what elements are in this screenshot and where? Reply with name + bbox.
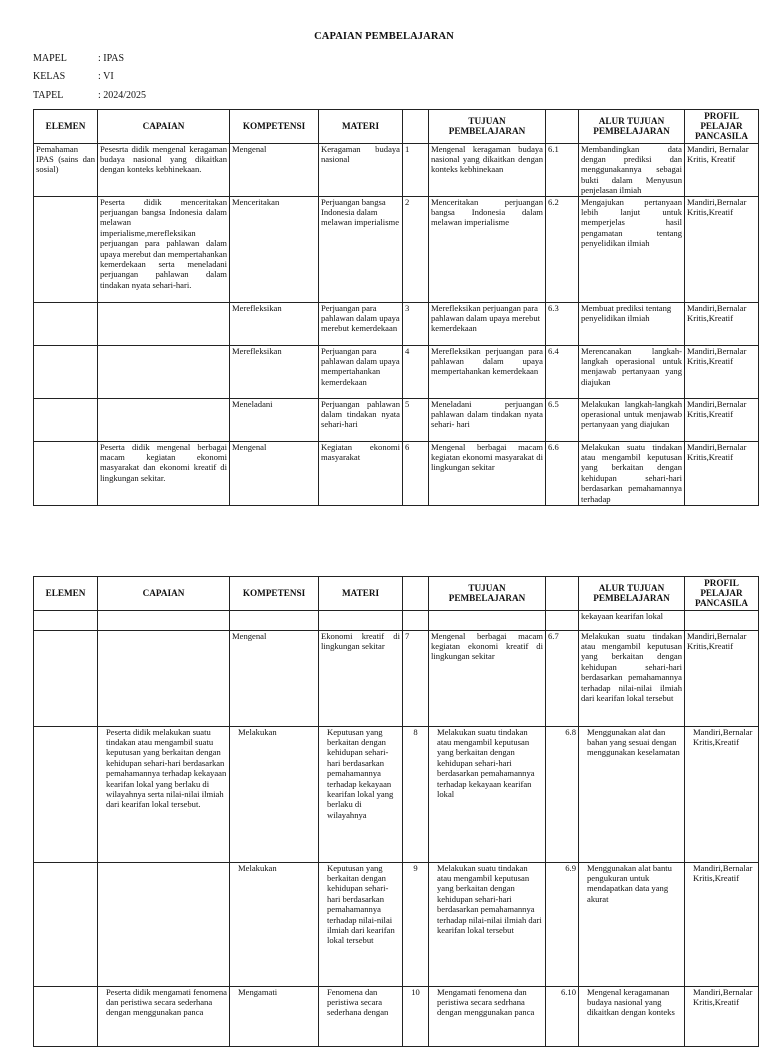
cell-tujuan: Merefleksikan perjuangan para pahlawan dalam upaya merebut kemerdekaan (429, 302, 546, 345)
cell-profil: Mandiri,Bernalar Kritis,Kreatif (685, 986, 759, 1046)
cell-profil: Mandiri,Bernalar Kritis,Kreatif (685, 862, 759, 986)
meta-mapel (33, 53, 124, 64)
cp-table-page1 (33, 109, 759, 506)
cell-kompetensi: Melakukan (230, 862, 319, 986)
cell-materi: Perjuangan para pahlawan dalam upaya merebut kemerdekaan (319, 302, 403, 345)
cell-materi: Perjuangan pahlawan dalam tindakan nyata sehari-hari (319, 398, 403, 441)
header-materi: MATERI (319, 110, 403, 144)
cell-no: 1 (403, 143, 429, 196)
table-row (34, 398, 759, 441)
table-row (34, 302, 759, 345)
meta-label: MAPEL (33, 53, 67, 64)
cell-capaian: Peserta didik melakukan suatu tindakan atau mengambil suatu keputusan yang berkaitan dengan kehidupan sehari-hari berdasarkan pemahamannya terhadap kekayaan kearifan lokal yang berlaku di wilayahnya serta nilai-nilai ilmiah dari kearifan lokal tersebut. (98, 726, 230, 862)
header-profil: PROFIL PELAJAR PANCASILA (685, 577, 759, 611)
header-tujuan: TUJUAN PEMBELAJARAN (429, 577, 546, 611)
cell-kompetensi: Mengamati (230, 986, 319, 1046)
cell-kompetensi: Melakukan (230, 726, 319, 862)
cell-capaian (98, 630, 230, 726)
cell-alur: Mengenal keragamanan budaya nasional yang dikaitkan dengan konteks (579, 986, 685, 1046)
cell-no: 7 (403, 630, 429, 726)
cell-profil: Mandiri,Bernalar Kritis,Kreatif (685, 196, 759, 302)
header-profil: PROFIL PELAJAR PANCASILA (685, 110, 759, 144)
table-row (34, 345, 759, 398)
cell-alur: Membuat prediksi tentang penyelidikan ilmiah (579, 302, 685, 345)
cell-alur-no: 6.3 (546, 302, 579, 345)
cell-alur: Menggunakan alat dan bahan yang sesuai dengan menggunakan keselamatan (579, 726, 685, 862)
cell-kompetensi: Meneladani (230, 398, 319, 441)
cell-alur: Melakukan suatu tindakan atau mengambil keputusan yang berkaitan dengan kehidupan sehari-hari berdasarkan pemahamannya terhadap nilai-nilai ilmiah dari kearifan lokal tersebut (579, 630, 685, 726)
cell-elemen (34, 986, 98, 1046)
cell-capaian (98, 302, 230, 345)
cell-capaian (98, 345, 230, 398)
cell-alur: Mengajukan pertanyaan lebih lanjut untuk memperjelas hasil pengamatan tentang penyelidikan ilmiah (579, 196, 685, 302)
cell-alur-no: 6.5 (546, 398, 579, 441)
table-row-continued (34, 610, 759, 630)
cell-tujuan: Melakukan suatu tindakan atau mengambil keputusan yang berkaitan dengan kehidupan sehari-hari berdasarkan pemahamannya terhadap kekayaan kearifan lokal (429, 726, 546, 862)
header-kompetensi: KOMPETENSI (230, 110, 319, 144)
cell-materi: Perjuangan para pahlawan dalam upaya mempertahankan kemerdekaan (319, 345, 403, 398)
table-row (34, 726, 759, 862)
cell-elemen (34, 398, 98, 441)
cell-elemen (34, 196, 98, 302)
cell-tujuan: Mengenal berbagai macam kegiatan ekonomi kreatif di lingkungan sekitar (429, 630, 546, 726)
cell-tujuan: Mengenal keragaman budaya nasional yang dikaitkan dengan konteks kebhinekaan (429, 143, 546, 196)
cell-no: 4 (403, 345, 429, 398)
table-header-row (34, 110, 759, 144)
header-capaian: CAPAIAN (98, 110, 230, 144)
cell-tujuan: Mengenal berbagai macam kegiatan ekonomi masyarakat di lingkungan sekitar (429, 441, 546, 505)
cell-alur: Menggunakan alat bantu pengukuran untuk mendapatkan data yang akurat (579, 862, 685, 986)
header-no (403, 110, 429, 144)
cell-capaian: Peserta didik menceritakan perjuangan bangsa Indonesia dalam melawan imperialisme,merefleksikan perjuangan para pahlawan dalam upaya merebut dan mempertahankan kemerdekaan serta meneladani perjuangan pahlawan dalam tindakan nyata sehari-hari. (98, 196, 230, 302)
table-row (34, 441, 759, 505)
cell-no: 8 (403, 726, 429, 862)
cell-elemen (34, 630, 98, 726)
cell-profil: Mandiri,Bernalar Kritis,Kreatif (685, 302, 759, 345)
cell-capaian (98, 862, 230, 986)
header-alur: ALUR TUJUAN PEMBELAJARAN (579, 110, 685, 144)
cell-profil: Mandiri,Bernalar Kritis,Kreatif (685, 630, 759, 726)
header-kompetensi: KOMPETENSI (230, 577, 319, 611)
cell-elemen (34, 726, 98, 862)
cell-elemen (34, 862, 98, 986)
cell-kompetensi: Menceritakan (230, 196, 319, 302)
meta-value: : IPAS (98, 53, 125, 64)
cell-materi: Keragaman budaya nasional (319, 143, 403, 196)
table-header-row (34, 577, 759, 611)
header-no (403, 577, 429, 611)
header-materi: MATERI (319, 577, 403, 611)
cell-capaian: Peserta didik mengenal berbagai macam kegiatan ekonomi masyarakat dan ekonomi kreatif di lingkungan sekitar. (98, 441, 230, 505)
cell-elemen (34, 441, 98, 505)
cell-alur-no: 6.4 (546, 345, 579, 398)
page-title: CAPAIAN PEMBELAJARAN (314, 31, 454, 42)
cell-materi: Fenomena dan peristiwa secara sederhana dengan (319, 986, 403, 1046)
table-row (34, 630, 759, 726)
cell-alur: Membandingkan data dengan prediksi dan menggunakannya sebagai bukti dalam Menyusun penjelasan ilmiah (579, 143, 685, 196)
header-alur-no (546, 110, 579, 144)
cell-no: 10 (403, 986, 429, 1046)
cell-elemen (34, 302, 98, 345)
cell-materi: Perjuangan bangsa Indonesia dalam melawan imperialisme (319, 196, 403, 302)
cell-alur-no: 6.8 (546, 726, 579, 862)
cell-alur: Merencanakan langkah-langkah operasional untuk menjawab pertanyaan yang diajukan (579, 345, 685, 398)
cell-kompetensi: Mengenal (230, 441, 319, 505)
cell-capaian (98, 398, 230, 441)
header-capaian: CAPAIAN (98, 577, 230, 611)
header-alur: ALUR TUJUAN PEMBELAJARAN (579, 577, 685, 611)
cell-materi: Keputusan yang berkaitan dengan kehidupan sehari-hari berdasarkan pemahamannya terhadap nilai-nilai ilmiah dari kearifan lokal tersebut (319, 862, 403, 986)
cell-materi: Keputusan yang berkaitan dengan kehidupan sehari-hari berdasarkan pemahamannya terhadap kekayaan kearifan lokal yang berlaku di wilayahnya (319, 726, 403, 862)
cell-alur: Melakukan langkah-langkah operasional untuk menjawab pertanyaan yang diajukan (579, 398, 685, 441)
cell-alur-no: 6.9 (546, 862, 579, 986)
cell-materi: Kegiatan ekonomi masyarakat (319, 441, 403, 505)
cell-kompetensi: Mengenal (230, 630, 319, 726)
meta-kelas (33, 71, 114, 82)
cell-no: 5 (403, 398, 429, 441)
header-alur-no (546, 577, 579, 611)
cell-profil: Mandiri,Bernalar Kritis,Kreatif (685, 726, 759, 862)
cell-profil: Mandiri,Bernalar Kritis,Kreatif (685, 398, 759, 441)
cell-tujuan: Melakukan suatu tindakan atau mengambil keputusan yang berkaitan dengan kehidupan sehari-hari berdasarkan pemahamannya terhadap nilai-nilai ilmiah dari kearifan lokal tersebut (429, 862, 546, 986)
cell-tujuan: Merefleksikan perjuangan para pahlawan dalam upaya mempertahankan kemerdekaan (429, 345, 546, 398)
table-row (34, 196, 759, 302)
cell-tujuan: Menceritakan perjuangan bangsa Indonesia dalam melawan imperialisme (429, 196, 546, 302)
meta-label: TAPEL (33, 90, 64, 101)
table-row (34, 862, 759, 986)
cell-elemen: Pemahaman IPAS (sains dan sosial) (34, 143, 98, 196)
cell-no: 9 (403, 862, 429, 986)
cell-tujuan: Mengamati fenomena dan peristiwa secara sedrhana dengan menggunakan panca (429, 986, 546, 1046)
header-elemen: ELEMEN (34, 577, 98, 611)
cell-kompetensi: Merefleksikan (230, 345, 319, 398)
cp-table-page2 (33, 576, 759, 1047)
meta-value: : 2024/2025 (98, 90, 147, 101)
cell-profil: Mandiri,Bernalar Kritis,Kreatif (685, 345, 759, 398)
cell-alur: kekayaan kearifan lokal (579, 610, 685, 630)
meta-value: : VI (98, 71, 114, 82)
cell-alur-no: 6.1 (546, 143, 579, 196)
cell-no: 3 (403, 302, 429, 345)
meta-tapel (33, 90, 146, 101)
cell-profil: Mandiri,Bernalar Kritis,Kreatif (685, 441, 759, 505)
cell-alur-no: 6.6 (546, 441, 579, 505)
cell-capaian: Peserta didik mengamati fenomena dan peristiwa secara sederhana dengan menggunakan panca (98, 986, 230, 1046)
header-elemen: ELEMEN (34, 110, 98, 144)
cell-profil: Mandiri, Bernalar Kritis, Kreatif (685, 143, 759, 196)
table-row (34, 143, 759, 196)
cell-elemen (34, 345, 98, 398)
header-tujuan: TUJUAN PEMBELAJARAN (429, 110, 546, 144)
cell-kompetensi: Mengenal (230, 143, 319, 196)
cell-alur-no: 6.2 (546, 196, 579, 302)
cell-alur: Melakukan suatu tindakan atau mengambil keputusan yang berkaitan dengan kehidupan sehari-hari berdasarkan pemahamannya terhadap (579, 441, 685, 505)
cell-no: 6 (403, 441, 429, 505)
table-row (34, 986, 759, 1046)
cell-kompetensi: Merefleksikan (230, 302, 319, 345)
cell-alur-no: 6.10 (546, 986, 579, 1046)
cell-materi: Ekonomi kreatif di lingkungan sekitar (319, 630, 403, 726)
cell-no: 2 (403, 196, 429, 302)
cell-capaian: Pesesrta didik mengenal keragaman budaya nasional yang dikaitkan dengan konteks kebhinekaan. (98, 143, 230, 196)
cell-alur-no: 6.7 (546, 630, 579, 726)
cell-tujuan: Meneladani perjuangan pahlawan dalam tindakan nyata sehari- hari (429, 398, 546, 441)
meta-label: KELAS (33, 71, 66, 82)
